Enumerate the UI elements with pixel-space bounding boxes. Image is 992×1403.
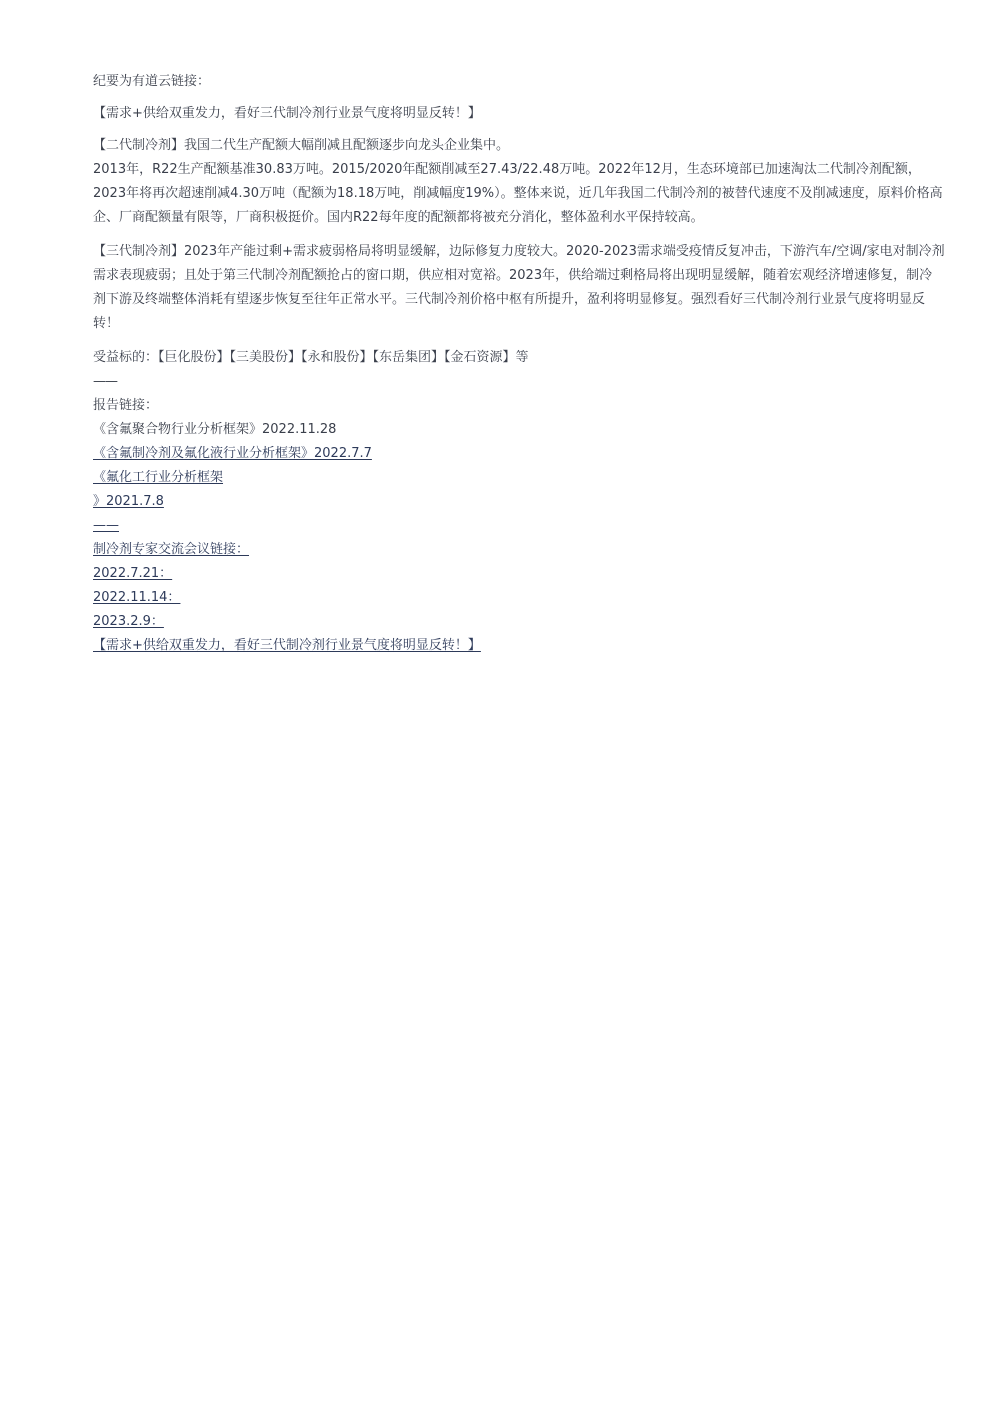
report-link-fluorochemical-date[interactable]: 》2021.7.8	[93, 494, 164, 509]
gen3-body: 【三代制冷剂】2023年产能过剩+需求疲弱格局将明显缓解，边际修复力度较大。2020-2023需求端受疫情反复冲击，下游汽车/空调/家电对制冷剂需求表现疲弱；且处于第三代制冷剂配额抢占的窗口期，供应相对宽裕。2023年，供给端过剩格局将出现明显缓解，随着宏观经济增速修复，制冷剂下游及终端整体消耗有望逐步恢复至往年正常水平。三代制冷剂价格中枢有所提升，盈利将明显修复。强烈看好三代制冷剂行业景气度将明显反转！	[93, 244, 945, 331]
headline-text: 【需求+供给双重发力，看好三代制冷剂行业景气度将明显反转！】	[93, 106, 481, 121]
expert-link-headline[interactable]: 【需求+供给双重发力，看好三代制冷剂行业景气度将明显反转！】	[93, 638, 481, 653]
intro-text: 纪要为有道云链接：	[93, 74, 211, 89]
report-links-label: 报告链接：	[93, 398, 159, 413]
beneficiaries-text: 受益标的：【巨化股份】【三美股份】【永和股份】【东岳集团】【金石资源】等	[93, 350, 529, 365]
divider-link[interactable]: ——	[93, 518, 119, 533]
gen2-body: 2013年，R22生产配额基准30.83万吨。2015/2020年配额削减至27.43/22.48万吨。2022年12月，生态环境部已加速淘汰二代制冷剂配额，2023年将再次超速削减4.30万吨（配额为18.18万吨，削减幅度19%）。整体来说，近几年我国二代制冷剂的被替代速度不及削减速度，原料价格高企、厂商配额量有限等，厂商积极挺价。国内R22每年度的配额都将被充分消化，整体盈利水平保持较高。	[93, 162, 943, 225]
report-title-fluoropolymer: 《含氟聚合物行业分析框架》2022.11.28	[93, 422, 337, 437]
report-link-refrigerant[interactable]: 《含氟制冷剂及氟化液行业分析框架》2022.7.7	[93, 446, 372, 461]
expert-meeting-label-link[interactable]: 制冷剂专家交流会议链接：	[93, 542, 250, 557]
document-page	[93, 70, 945, 658]
gen2-title: 【二代制冷剂】我国二代生产配额大幅削减且配额逐步向龙头企业集中。	[93, 138, 510, 153]
report-link-fluorochemical[interactable]: 《氟化工行业分析框架	[93, 470, 224, 485]
divider: ——	[93, 374, 117, 389]
expert-link-2023-2-9[interactable]: 2023.2.9：	[93, 614, 164, 629]
expert-link-2022-11-14[interactable]: 2022.11.14：	[93, 590, 181, 605]
expert-link-2022-7-21[interactable]: 2022.7.21：	[93, 566, 173, 581]
